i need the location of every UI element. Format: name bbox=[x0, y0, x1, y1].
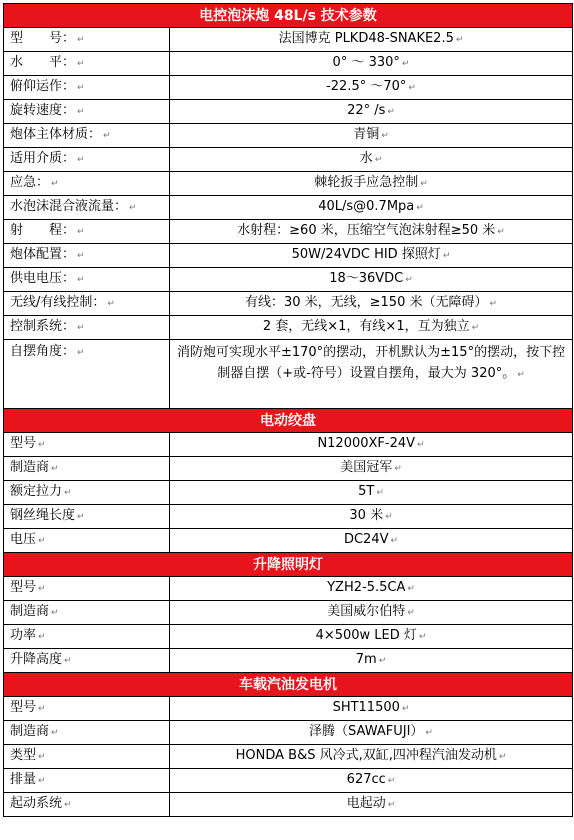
row-value: 青铜 bbox=[353, 127, 380, 142]
row-label: 电压 bbox=[10, 532, 37, 547]
row-label: 水 平： bbox=[10, 55, 76, 70]
paragraph-mark-icon: ↵ bbox=[129, 203, 137, 213]
table-row bbox=[4, 601, 573, 625]
row-value: 消防炮可实现水平±170°的摆动，开机默认为±15°的摆动，按下控制器自摆（+或-符号）设置自摆角，最大为 320°。 bbox=[176, 345, 566, 381]
row-value: 电起动 bbox=[346, 796, 386, 811]
table-row bbox=[4, 793, 573, 817]
paragraph-mark-icon: ↵ bbox=[77, 35, 85, 45]
row-value: 美国冠军 bbox=[340, 460, 393, 475]
row-label-cell bbox=[4, 601, 170, 625]
table-row bbox=[4, 52, 573, 76]
row-label: 排量 bbox=[10, 772, 37, 787]
row-value: 50W/24VDC HID 探照灯 bbox=[291, 247, 441, 262]
table-row bbox=[4, 577, 573, 601]
row-value: 18～36VDC bbox=[329, 271, 404, 286]
row-label-cell bbox=[4, 340, 170, 409]
row-label-cell bbox=[4, 505, 170, 529]
section-header bbox=[4, 553, 573, 577]
paragraph-mark-icon: ↵ bbox=[394, 464, 402, 474]
row-value: -22.5° ～70° bbox=[326, 79, 407, 94]
row-value-cell bbox=[170, 148, 573, 172]
paragraph-mark-icon: ↵ bbox=[64, 488, 72, 498]
paragraph-mark-icon: ↵ bbox=[38, 752, 46, 762]
table-row bbox=[4, 124, 573, 148]
paragraph-mark-icon: ↵ bbox=[517, 370, 525, 380]
row-label: 起动系统 bbox=[10, 796, 63, 811]
row-value-cell bbox=[170, 601, 573, 625]
row-label-cell bbox=[4, 268, 170, 292]
paragraph-mark-icon: ↵ bbox=[418, 632, 427, 642]
row-value: 棘轮扳手应急控制 bbox=[314, 175, 419, 190]
section-title: 电控泡沫炮 48L/s 技术参数 bbox=[4, 4, 573, 28]
paragraph-mark-icon: ↵ bbox=[64, 656, 72, 666]
row-value: YZH2-5.5CA bbox=[327, 580, 406, 595]
section-title: 电动绞盘 bbox=[4, 409, 573, 433]
row-label-cell bbox=[4, 292, 170, 316]
table-row bbox=[4, 721, 573, 745]
paragraph-mark-icon: ↵ bbox=[77, 251, 85, 261]
paragraph-mark-icon: ↵ bbox=[107, 299, 115, 309]
paragraph-mark-icon: ↵ bbox=[471, 323, 480, 333]
table-row bbox=[4, 649, 573, 673]
row-value: 7m bbox=[355, 652, 377, 667]
row-value-cell bbox=[170, 124, 573, 148]
section-header bbox=[4, 409, 573, 433]
row-value-cell bbox=[170, 52, 573, 76]
paragraph-mark-icon: ↵ bbox=[103, 131, 111, 141]
table-row bbox=[4, 268, 573, 292]
row-label-cell bbox=[4, 481, 170, 505]
row-value: 627cc bbox=[346, 772, 386, 787]
paragraph-mark-icon: ↵ bbox=[77, 83, 85, 93]
table-row bbox=[4, 172, 573, 196]
row-label-cell bbox=[4, 220, 170, 244]
row-value-cell bbox=[170, 697, 573, 721]
row-label: 旋转速度： bbox=[10, 103, 76, 118]
paragraph-mark-icon: ↵ bbox=[77, 59, 85, 69]
row-label: 俯仰运作： bbox=[10, 79, 76, 94]
paragraph-mark-icon: ↵ bbox=[378, 656, 387, 666]
row-value: 5T bbox=[358, 484, 375, 499]
row-label-cell bbox=[4, 100, 170, 124]
row-label: 无线/有线控制： bbox=[10, 295, 106, 310]
row-value: N12000XF-24V bbox=[317, 436, 416, 451]
table-row bbox=[4, 292, 573, 316]
row-label: 额定拉力 bbox=[10, 484, 63, 499]
table-row bbox=[4, 769, 573, 793]
row-label-cell bbox=[4, 457, 170, 481]
row-value-cell bbox=[170, 649, 573, 673]
table-row bbox=[4, 697, 573, 721]
paragraph-mark-icon: ↵ bbox=[387, 800, 396, 810]
row-label: 供电电压： bbox=[10, 271, 76, 286]
row-value: 0° ～ 330° bbox=[332, 55, 400, 70]
paragraph-mark-icon: ↵ bbox=[77, 155, 85, 165]
row-label-cell bbox=[4, 697, 170, 721]
row-label: 型号 bbox=[10, 580, 37, 595]
row-value: DC24V bbox=[343, 532, 389, 547]
row-label: 应急： bbox=[10, 175, 50, 190]
row-label-cell bbox=[4, 148, 170, 172]
row-value: 美国威尔伯特 bbox=[327, 604, 406, 619]
table-row bbox=[4, 220, 573, 244]
row-label: 自摆角度： bbox=[10, 344, 76, 359]
row-label-cell bbox=[4, 529, 170, 553]
row-label: 射 程： bbox=[10, 223, 76, 238]
row-value-cell bbox=[170, 529, 573, 553]
row-value: 泽腾（SAWAFUJI） bbox=[309, 724, 424, 739]
paragraph-mark-icon: ↵ bbox=[38, 632, 46, 642]
row-value: SHT11500 bbox=[332, 700, 400, 715]
paragraph-mark-icon: ↵ bbox=[64, 800, 72, 810]
row-value-cell bbox=[170, 481, 573, 505]
paragraph-mark-icon: ↵ bbox=[405, 275, 413, 285]
row-value: 有线：30 米，无线，≥150 米（无障碍） bbox=[244, 295, 488, 310]
row-label-cell bbox=[4, 625, 170, 649]
row-label-cell bbox=[4, 76, 170, 100]
paragraph-mark-icon: ↵ bbox=[51, 728, 59, 738]
row-value-cell bbox=[170, 268, 573, 292]
section-header bbox=[4, 673, 573, 697]
row-label: 控制系统： bbox=[10, 319, 76, 334]
paragraph-mark-icon: ↵ bbox=[401, 59, 410, 69]
paragraph-mark-icon: ↵ bbox=[77, 512, 85, 522]
row-value-cell bbox=[170, 172, 573, 196]
row-label: 炮体配置： bbox=[10, 247, 76, 262]
paragraph-mark-icon: ↵ bbox=[455, 35, 464, 45]
row-label-cell bbox=[4, 28, 170, 52]
row-value: HONDA B&S 风冷式,双缸,四冲程汽油发动机 bbox=[235, 748, 497, 763]
row-value: 22° /s bbox=[347, 103, 386, 118]
table-row bbox=[4, 316, 573, 340]
row-value-cell bbox=[170, 721, 573, 745]
paragraph-mark-icon: ↵ bbox=[442, 251, 451, 261]
paragraph-mark-icon: ↵ bbox=[489, 299, 498, 309]
row-label: 升降高度 bbox=[10, 652, 63, 667]
paragraph-mark-icon: ↵ bbox=[407, 584, 415, 594]
paragraph-mark-icon: ↵ bbox=[77, 348, 85, 358]
paragraph-mark-icon: ↵ bbox=[77, 275, 85, 285]
paragraph-mark-icon: ↵ bbox=[387, 776, 396, 786]
paragraph-mark-icon: ↵ bbox=[51, 608, 59, 618]
paragraph-mark-icon: ↵ bbox=[38, 584, 46, 594]
paragraph-mark-icon: ↵ bbox=[38, 776, 46, 786]
spec-table-body bbox=[4, 4, 573, 817]
row-label: 制造商 bbox=[10, 604, 50, 619]
paragraph-mark-icon: ↵ bbox=[385, 512, 393, 522]
paragraph-mark-icon: ↵ bbox=[417, 440, 425, 450]
paragraph-mark-icon: ↵ bbox=[51, 464, 59, 474]
table-row bbox=[4, 100, 573, 124]
paragraph-mark-icon: ↵ bbox=[401, 704, 410, 714]
table-row bbox=[4, 457, 573, 481]
table-row bbox=[4, 340, 573, 409]
paragraph-mark-icon: ↵ bbox=[425, 728, 433, 738]
row-label: 制造商 bbox=[10, 460, 50, 475]
row-label-cell bbox=[4, 649, 170, 673]
paragraph-mark-icon: ↵ bbox=[38, 440, 46, 450]
paragraph-mark-icon: ↵ bbox=[497, 227, 505, 237]
table-row bbox=[4, 28, 573, 52]
row-value-cell bbox=[170, 100, 573, 124]
row-label: 型号 bbox=[10, 436, 37, 451]
row-value: 2 套，无线×1，有线×1，互为独立 bbox=[262, 319, 470, 334]
row-label: 炮体主体材质： bbox=[10, 127, 102, 142]
row-value-cell bbox=[170, 244, 573, 268]
paragraph-mark-icon: ↵ bbox=[387, 107, 395, 117]
paragraph-mark-icon: ↵ bbox=[408, 83, 416, 93]
row-label: 型 号： bbox=[10, 31, 76, 46]
row-label: 制造商 bbox=[10, 724, 50, 739]
row-label-cell bbox=[4, 745, 170, 769]
row-value-cell bbox=[170, 625, 573, 649]
paragraph-mark-icon: ↵ bbox=[77, 227, 85, 237]
table-row bbox=[4, 76, 573, 100]
section-title: 升降照明灯 bbox=[4, 553, 573, 577]
row-label-cell bbox=[4, 244, 170, 268]
table-row bbox=[4, 244, 573, 268]
table-row bbox=[4, 481, 573, 505]
table-row bbox=[4, 745, 573, 769]
spec-table bbox=[3, 3, 573, 817]
paragraph-mark-icon: ↵ bbox=[38, 704, 46, 714]
section-title: 车载汽油发电机 bbox=[4, 673, 573, 697]
row-value-cell bbox=[170, 457, 573, 481]
row-value: 法国博克 PLKD48-SNAKE2.5 bbox=[278, 31, 454, 46]
table-row bbox=[4, 148, 573, 172]
row-value-cell bbox=[170, 292, 573, 316]
paragraph-mark-icon: ↵ bbox=[498, 752, 507, 762]
paragraph-mark-icon: ↵ bbox=[376, 488, 384, 498]
table-row bbox=[4, 505, 573, 529]
paragraph-mark-icon: ↵ bbox=[390, 536, 399, 546]
paragraph-mark-icon: ↵ bbox=[420, 179, 428, 189]
paragraph-mark-icon: ↵ bbox=[77, 107, 85, 117]
row-label: 类型 bbox=[10, 748, 37, 763]
row-value: 水射程：≥60 米，压缩空气泡沫射程≥50 米 bbox=[237, 223, 496, 238]
row-label-cell bbox=[4, 52, 170, 76]
paragraph-mark-icon: ↵ bbox=[38, 536, 46, 546]
row-label-cell bbox=[4, 721, 170, 745]
row-value-cell bbox=[170, 76, 573, 100]
row-value-cell bbox=[170, 316, 573, 340]
paragraph-mark-icon: ↵ bbox=[407, 608, 415, 618]
row-label: 型号 bbox=[10, 700, 37, 715]
paragraph-mark-icon: ↵ bbox=[381, 131, 389, 141]
table-row bbox=[4, 625, 573, 649]
row-value-cell bbox=[170, 220, 573, 244]
row-value-cell bbox=[170, 577, 573, 601]
row-value: 40L/s@0.7Mpa bbox=[318, 199, 415, 214]
table-row bbox=[4, 433, 573, 457]
section-header bbox=[4, 4, 573, 28]
row-value-cell bbox=[170, 196, 573, 220]
row-value-cell bbox=[170, 769, 573, 793]
row-label-cell bbox=[4, 433, 170, 457]
row-label-cell bbox=[4, 196, 170, 220]
paragraph-mark-icon: ↵ bbox=[77, 323, 85, 333]
paragraph-mark-icon: ↵ bbox=[51, 179, 59, 189]
row-value-cell bbox=[170, 433, 573, 457]
row-label-cell bbox=[4, 793, 170, 817]
row-value-cell bbox=[170, 505, 573, 529]
row-value-cell bbox=[170, 793, 573, 817]
row-value: 4×500w LED 灯 bbox=[315, 628, 417, 643]
table-row bbox=[4, 196, 573, 220]
row-value-cell bbox=[170, 28, 573, 52]
row-label: 适用介质： bbox=[10, 151, 76, 166]
row-label: 水泡沫混合液流量： bbox=[10, 199, 128, 214]
row-label: 功率 bbox=[10, 628, 37, 643]
row-value-cell bbox=[170, 340, 573, 409]
row-label-cell bbox=[4, 769, 170, 793]
row-label-cell bbox=[4, 577, 170, 601]
row-value-cell bbox=[170, 745, 573, 769]
table-row bbox=[4, 529, 573, 553]
paragraph-mark-icon: ↵ bbox=[374, 155, 383, 165]
row-label: 钢丝绳长度 bbox=[10, 508, 76, 523]
row-label-cell bbox=[4, 316, 170, 340]
paragraph-mark-icon: ↵ bbox=[416, 203, 424, 213]
row-value: 30 米 bbox=[349, 508, 384, 523]
row-label-cell bbox=[4, 124, 170, 148]
row-label-cell bbox=[4, 172, 170, 196]
row-value: 水 bbox=[359, 151, 373, 166]
